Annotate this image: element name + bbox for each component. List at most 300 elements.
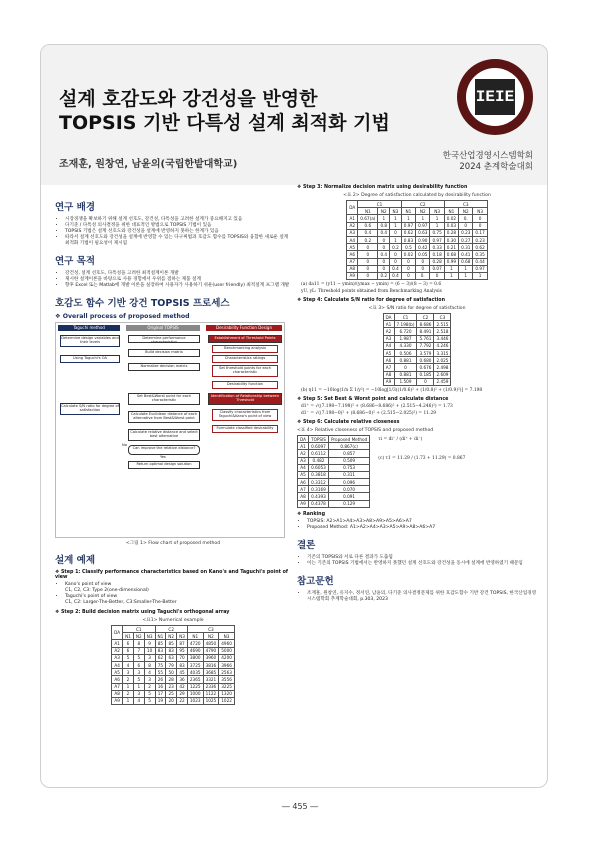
process-flowchart xyxy=(55,322,285,538)
table-cell: 0 xyxy=(358,251,378,258)
table-body xyxy=(383,321,451,386)
table-cell: 0.27 xyxy=(459,236,473,243)
table-header: C1 xyxy=(123,626,155,633)
table-cell: 0.4 xyxy=(358,229,378,236)
conclusion-heading: 결론 xyxy=(297,539,316,551)
list-item: • Kano's point of view xyxy=(65,582,291,588)
table-cell: 0. xyxy=(416,272,430,279)
flow-box: Establishment of Threshold Points xyxy=(208,335,282,343)
table-cell: A4 xyxy=(298,464,309,471)
table-cell: 0.68 xyxy=(459,258,473,265)
table-cell: A7 xyxy=(112,683,123,690)
table-cell: 0.4 xyxy=(390,272,402,279)
closeness-block xyxy=(297,435,537,508)
table-cell: 0.185 xyxy=(417,371,434,378)
table-cell: 1 xyxy=(444,272,458,279)
table-cell: 2 xyxy=(123,676,134,683)
table-cell: 0.4 xyxy=(390,265,402,272)
table-cell: 0.4378 xyxy=(309,500,329,507)
table-cell: 1 xyxy=(390,222,402,229)
table-cell: 0 xyxy=(430,272,444,279)
table-row xyxy=(298,493,370,500)
table-row xyxy=(112,654,235,661)
table-cell: 0. xyxy=(459,215,473,222)
table-cell: 4690 xyxy=(187,647,203,654)
table-cell: 1 xyxy=(390,236,402,243)
flow-box: Determine performance characteristics xyxy=(128,335,200,343)
flow-col-title: Desirability Function Design xyxy=(206,325,282,331)
flow-box: Characteristics ratings xyxy=(212,355,278,363)
table-cell: 7 xyxy=(133,647,144,654)
table-cell: 3725 xyxy=(187,661,203,668)
table-subheader: N1 xyxy=(155,633,166,640)
table-cell: 1 xyxy=(430,222,444,229)
table-cell: 1.509 xyxy=(394,378,417,385)
table-cell: A6 xyxy=(298,479,309,486)
table-cell: 0.97 xyxy=(401,222,415,229)
table-cell: 0.97 xyxy=(473,265,487,272)
table-cell: 2.498 xyxy=(434,364,451,371)
table-header: C2 xyxy=(401,201,444,208)
table-cell: 1 xyxy=(416,215,430,222)
table-cell: A4 xyxy=(347,236,358,243)
table-cell: 0 xyxy=(390,258,402,265)
table-cell: 0.99 xyxy=(444,258,458,265)
table-cell: 2 xyxy=(144,683,155,690)
table-row xyxy=(347,251,488,258)
table-cell: 0.62 xyxy=(473,244,487,251)
table-cell: A6 xyxy=(347,251,358,258)
table-cell: 3 xyxy=(144,654,155,661)
table-cell: 1 xyxy=(123,683,134,690)
table-cell: 8.491 xyxy=(417,328,434,335)
table-row xyxy=(347,265,488,272)
table-cell: 0.33 xyxy=(430,244,444,251)
table-row xyxy=(298,464,370,471)
flow-box: Calculate Euclidean distance of each alternative from Best&Worst point xyxy=(128,411,200,423)
satisfaction-table xyxy=(346,200,488,280)
table-row xyxy=(383,342,451,349)
table-header-row xyxy=(383,314,451,321)
table-row xyxy=(298,471,370,478)
table-cell: 4200 xyxy=(219,654,235,661)
table-cell: 2365 xyxy=(187,676,203,683)
table-cell: 0.21 xyxy=(444,244,458,251)
table-cell: A3 xyxy=(112,654,123,661)
table-body xyxy=(347,215,488,280)
table-cell: A9 xyxy=(347,272,358,279)
table-subheader: N3 xyxy=(219,633,235,640)
table-cell: 0.97 xyxy=(430,236,444,243)
table-cell: 5.761 xyxy=(417,335,434,342)
table-cell: 0 xyxy=(358,244,378,251)
table-cell: 1 xyxy=(133,683,144,690)
step-5-title: ❖ Step 5: Set Best & Worst point and calculate distance xyxy=(297,396,449,402)
table-cell: 85 xyxy=(166,640,177,647)
table-cell: 20 xyxy=(166,697,177,704)
table-cell: 2.025 xyxy=(434,357,451,364)
table-cell: 10 xyxy=(144,647,155,654)
table-cell: 1 xyxy=(378,215,390,222)
table-cell: 1320 xyxy=(219,690,235,697)
table-cell: 0.02 xyxy=(401,251,415,258)
table-cell: 1.987 xyxy=(394,335,417,342)
table-cell: 0.2 xyxy=(358,236,378,243)
step-1-list xyxy=(55,582,291,606)
table-row xyxy=(383,321,451,328)
table-header-row xyxy=(298,435,370,442)
table-cell: 0.18 xyxy=(430,251,444,258)
table-cell: 0.23 xyxy=(459,229,473,236)
table-cell: 5 xyxy=(144,690,155,697)
table-subheader: N2 xyxy=(459,208,473,215)
table-cell: 0 xyxy=(416,265,430,272)
poster xyxy=(40,44,548,788)
table-cell: 83 xyxy=(166,647,177,654)
table-cell: 3321 xyxy=(203,676,219,683)
table-cell: 4960 xyxy=(219,640,235,647)
authors: 조재훈, 원창연, 남윤의(국립한밭대학교) xyxy=(59,159,238,170)
table-row xyxy=(347,229,488,236)
table-cell: 0.857 xyxy=(328,450,369,457)
table-cell: 2336 xyxy=(203,683,219,690)
example-heading: 설계 예제 xyxy=(55,555,96,566)
table-row xyxy=(383,364,451,371)
table-row xyxy=(347,236,488,243)
equation-c: (c) τ1 = 11.29 / (1.73 + 11.29) = 0.867 xyxy=(378,455,466,461)
table-row xyxy=(112,661,235,668)
table-header: DA xyxy=(383,314,394,321)
table-cell: 4 xyxy=(123,661,134,668)
table-cell: 83 xyxy=(177,661,188,668)
table-cell: 3800 xyxy=(187,654,203,661)
list-item: • Proposed Method: A1>A2>A4>A3>A5>A9>A8>A6>A7 xyxy=(307,525,537,531)
purpose-heading: 연구 목적 xyxy=(55,256,96,267)
table-cell: 5 xyxy=(133,676,144,683)
table-cell: 2.518 xyxy=(434,328,451,335)
table-cell: 0.28 xyxy=(444,229,458,236)
list-item: • 조재훈, 원창연, 유지수, 정서연, 남윤의, 다기준 의사결정문제를 위한 호감도함수 기반 강건 TOPSIS, 한국산업경영시스템학회 추계학술대회, p.303, 2023 xyxy=(307,591,537,603)
table-cell: 4 xyxy=(133,697,144,704)
logo-mark: IEIE xyxy=(475,79,515,115)
table-cell: 8 xyxy=(133,640,144,647)
table-cell: 2563 xyxy=(219,669,235,676)
conference-event: 2024 춘계학술대회 xyxy=(459,162,533,172)
table-cell: 6 xyxy=(123,640,134,647)
table-cell: A3 xyxy=(383,335,394,342)
closeness-table xyxy=(297,435,370,508)
table-cell: A5 xyxy=(347,244,358,251)
table-subheader-row xyxy=(347,208,488,215)
flow-box: Normalize decision matrix xyxy=(128,363,200,371)
equation-closeness: τi = di⁻ / (di⁺ + di⁻) xyxy=(378,436,423,442)
table-header: C1 xyxy=(394,314,417,321)
table-cell: 0 xyxy=(416,258,430,265)
step-4-title: ❖ Step 4: Calculate S/N ratio for degree of satisfaction xyxy=(297,298,445,304)
table-cell: 0 xyxy=(473,222,487,229)
table-cell: 0.6112 xyxy=(309,450,329,457)
table-subheader: N1 xyxy=(123,633,134,640)
table-row xyxy=(298,500,370,507)
table-cell: 0.680 xyxy=(417,357,434,364)
table-cell: 0.2 xyxy=(390,244,402,251)
flow-box: Set Best&Worst point for each characteristic xyxy=(128,393,200,405)
table-cell: 0 xyxy=(473,215,487,222)
table-header: C3 xyxy=(444,201,487,208)
conference-name: 한국산업경영시스템학회 xyxy=(442,151,533,161)
table-cell: 0.44 xyxy=(473,258,487,265)
table-3-caption: <표 3> S/N ratio for degree of satisfaction xyxy=(368,306,466,312)
table-row xyxy=(383,371,451,378)
table-cell: 9 xyxy=(144,640,155,647)
table-row xyxy=(298,457,370,464)
table-row xyxy=(298,479,370,486)
table-cell: 0.68 xyxy=(444,251,458,258)
table-cell: 1 xyxy=(430,215,444,222)
table-cell: 4850 xyxy=(203,640,219,647)
references-heading: 참고문헌 xyxy=(297,575,334,587)
purpose-list xyxy=(55,271,291,289)
table-cell: 1022 xyxy=(219,697,235,704)
step-3-title: ❖ Step 3: Normalize decision matrix using desirability function xyxy=(297,185,468,190)
table-row xyxy=(347,258,488,265)
equation-b: (b) η11 = −10log(1/n Σ 1/y²) = −10log[1/3((1/0.6)² + (1/0.8)² + (1/0.9)²)] = 7.198 xyxy=(301,387,483,393)
table-subheader: N1 xyxy=(187,633,203,640)
list-item: • 이는 기존의 TOPSIS 기법에서는 반영하지 못했던 설계 선호도와 강건성을 동시에 설계에 반영하였기 때문임 xyxy=(307,561,537,567)
table-cell: 5 xyxy=(144,697,155,704)
table-row xyxy=(383,335,451,342)
table-cell: 3 xyxy=(133,669,144,676)
table-row xyxy=(347,272,488,279)
table-cell: 1 xyxy=(459,272,473,279)
table-cell: 83 xyxy=(155,647,166,654)
table-cell: 79 xyxy=(166,661,177,668)
table-cell: A1 xyxy=(112,640,123,647)
flow-box: Classify characteristics from Taguchi&Kano's point of view xyxy=(212,409,278,421)
table-row xyxy=(383,350,451,357)
equation-best: d1⁺ = √((7.198−7.198)² + (8.686−8.686)² + (2.515−4.246)²) = 1.73 xyxy=(301,403,453,409)
table-1-caption: <표1> Numerical example xyxy=(142,618,204,623)
table-cell: 2.459 xyxy=(434,378,451,385)
table-row xyxy=(112,647,235,654)
process-heading: 호감도 함수 기반 강건 TOPSIS 프로세스 xyxy=(55,298,230,309)
table-cell: 1 xyxy=(123,697,134,704)
table-header: C1 xyxy=(358,201,402,208)
table-cell: 0 xyxy=(417,378,434,385)
table-cell: A8 xyxy=(112,690,123,697)
table-cell: 0 xyxy=(378,258,390,265)
table-cell: 3.315 xyxy=(434,350,451,357)
table-cell: 0 xyxy=(401,272,415,279)
table-cell: 0 xyxy=(378,236,390,243)
table-cell: 3 xyxy=(133,690,144,697)
table-subheader: N2 xyxy=(203,633,219,640)
table-cell: 1023 xyxy=(187,697,203,704)
table-body xyxy=(298,443,370,508)
table-subheader: N2 xyxy=(166,633,177,640)
table-cell: 0 xyxy=(378,244,390,251)
flow-box: Calculate relative distance and select best alternative xyxy=(128,429,200,441)
table-cell: 0 xyxy=(394,364,417,371)
list-item: • Taguchi's point of view xyxy=(65,594,291,600)
table-subheader: N3 xyxy=(473,208,487,215)
table-cell: 0.07 xyxy=(430,265,444,272)
table-cell: 1 xyxy=(473,272,487,279)
table-cell: 5000 xyxy=(219,647,235,654)
table-cell: 22 xyxy=(177,697,188,704)
society-logo xyxy=(457,59,533,135)
table-cell: 3966 xyxy=(219,661,235,668)
table-cell: 3.446 xyxy=(434,335,451,342)
table-cell: 25 xyxy=(166,690,177,697)
table-cell: A7 xyxy=(298,486,309,493)
list-item: • TOPSIS: A2>A1>A4>A3>A8>A9>A5>A6>A7 xyxy=(307,519,537,525)
table-subheader: N2 xyxy=(416,208,430,215)
table-cell: 0.42 xyxy=(416,244,430,251)
table-cell: 3225 xyxy=(219,683,235,690)
flow-decision: Can improve the relative distance? xyxy=(128,445,200,455)
table-cell: 19 xyxy=(155,697,166,704)
table-header: DA xyxy=(347,201,358,215)
table-cell: 0.676 xyxy=(417,364,434,371)
flow-yes-label: Yes xyxy=(160,455,166,459)
table-cell: 0.881 xyxy=(394,371,417,378)
table-cell: A9 xyxy=(383,378,394,385)
table-cell: A2 xyxy=(298,450,309,457)
table-cell: 0.4393 xyxy=(309,493,329,500)
table-cell: 3685 xyxy=(203,669,219,676)
table-cell: A4 xyxy=(383,342,394,349)
table-cell: A3 xyxy=(347,229,358,236)
table-row xyxy=(347,222,488,229)
table-cell: 0.311 xyxy=(328,471,369,478)
table-cell: 62 xyxy=(155,654,166,661)
table-cell: 0.8 xyxy=(378,222,390,229)
table-subheader: N2 xyxy=(378,208,390,215)
table-cell: 8.686 xyxy=(417,321,434,328)
table-row xyxy=(347,215,488,222)
table-cell: 0.17 xyxy=(473,229,487,236)
title-line-2: TOPSIS 기반 다특성 설계 최적화 기법 xyxy=(59,112,390,134)
table-cell: 0.867(c) xyxy=(328,443,369,450)
table-cell: 6 xyxy=(123,647,134,654)
closeness-formulas xyxy=(374,435,465,463)
table-header: Proposed Method xyxy=(328,435,369,442)
table-cell: 36 xyxy=(177,676,188,683)
table-header: DA xyxy=(298,435,309,442)
table-row xyxy=(298,450,370,457)
list-item: • 제시한 설계이론을 바탕으로 사용 경험에서 우위를 점하는 제품 설계 xyxy=(65,277,291,283)
table-cell: 1 xyxy=(401,215,415,222)
background-heading: 연구 배경 xyxy=(55,202,96,213)
table-cell: 0.070 xyxy=(328,486,369,493)
table-cell: 0.03 xyxy=(444,222,458,229)
list-item: • 다기준 / 다특성 의사결정을 위한 대표적인 방법으로 TOPSIS 기법이 있음 xyxy=(65,223,291,229)
table-header: TOPSIS xyxy=(309,435,329,442)
table-cell: 0 xyxy=(459,222,473,229)
table-subheader: N3 xyxy=(177,633,188,640)
table-cell: 3.579 xyxy=(417,350,434,357)
table-cell: 3 xyxy=(123,669,134,676)
step-6-title: ❖ Step 6: Calculate relative closeness xyxy=(297,419,400,425)
table-cell: 70 xyxy=(177,654,188,661)
table-cell: A5 xyxy=(298,471,309,478)
flow-box: Identification of Relationship between Threshold xyxy=(208,393,282,405)
table-cell: 0.62 xyxy=(401,229,415,236)
table-cell: 0.753 xyxy=(328,464,369,471)
table-cell: 0 xyxy=(358,265,378,272)
table-cell: 63 xyxy=(166,654,177,661)
table-cell: 0.67(a) xyxy=(358,215,378,222)
table-cell: 50 xyxy=(166,669,177,676)
figure-caption: <그림 1> Flow chart of proposed method xyxy=(125,541,221,546)
table-cell: 0.41 xyxy=(459,251,473,258)
table-cell: A1 xyxy=(383,321,394,328)
table-cell: A6 xyxy=(383,357,394,364)
table-cell: 4 xyxy=(144,669,155,676)
table-cell: 6 xyxy=(133,661,144,668)
table-cell: 1 xyxy=(444,265,458,272)
table-cell: 0.90 xyxy=(416,236,430,243)
poster-title xyxy=(59,87,390,135)
table-row xyxy=(347,244,488,251)
table-cell: 28 xyxy=(166,676,177,683)
table-cell: 16 xyxy=(155,683,166,690)
table-cell: 0.881 xyxy=(394,357,417,364)
table-cell: 17 xyxy=(155,690,166,697)
list-item-detail: C1, C2, C3: Type 2(one-dimensional) xyxy=(65,588,149,593)
table-cell: 0.02 xyxy=(444,215,458,222)
table-cell: 0.6097 xyxy=(309,443,329,450)
table-cell: A8 xyxy=(383,371,394,378)
table-cell: 0 xyxy=(401,265,415,272)
flow-no-label: No xyxy=(122,443,127,447)
table-cell: A1 xyxy=(347,215,358,222)
table-cell: A2 xyxy=(347,222,358,229)
table-cell: 0.31 xyxy=(459,244,473,251)
background-list xyxy=(55,217,291,247)
table-cell: 0 xyxy=(358,272,378,279)
table-cell: 85 xyxy=(155,640,166,647)
table-cell: 0.05 xyxy=(416,251,430,258)
list-item: • 시장경쟁을 확보하기 위해 설계 선호도, 강건성, 다특성을 고려한 설계가 중요해지고 있음 xyxy=(65,217,291,223)
table-cell: 2 xyxy=(123,690,134,697)
table-cell: 4720 xyxy=(187,640,203,647)
poster-header xyxy=(41,45,547,185)
table-row xyxy=(112,669,235,676)
step-2-title: ❖ Step 2: Build decision matrix using Taguchi's orthogonal array xyxy=(55,610,230,615)
table-cell: 3816 xyxy=(203,661,219,668)
right-column xyxy=(297,181,537,603)
table-cell: 0.2 xyxy=(378,272,390,279)
flow-box: Build decision matrix xyxy=(128,349,200,357)
references-list xyxy=(297,591,537,603)
flow-box: Return optimal design solution xyxy=(128,461,200,469)
table-cell: A4 xyxy=(112,661,123,668)
table-row xyxy=(112,640,235,647)
table-cell: 0.30 xyxy=(444,236,458,243)
table-cell: 4.246 xyxy=(434,342,451,349)
table-cell: 3 xyxy=(144,676,155,683)
page-number: ― 455 ― xyxy=(281,802,319,811)
table-cell: 0.129 xyxy=(328,500,369,507)
table-row xyxy=(112,683,235,690)
table-cell: 0.096 xyxy=(328,479,369,486)
table-cell: 29 xyxy=(177,690,188,697)
table-cell: 0 xyxy=(390,251,402,258)
table-header: C2 xyxy=(417,314,434,321)
table-cell: 6.720 xyxy=(394,328,417,335)
